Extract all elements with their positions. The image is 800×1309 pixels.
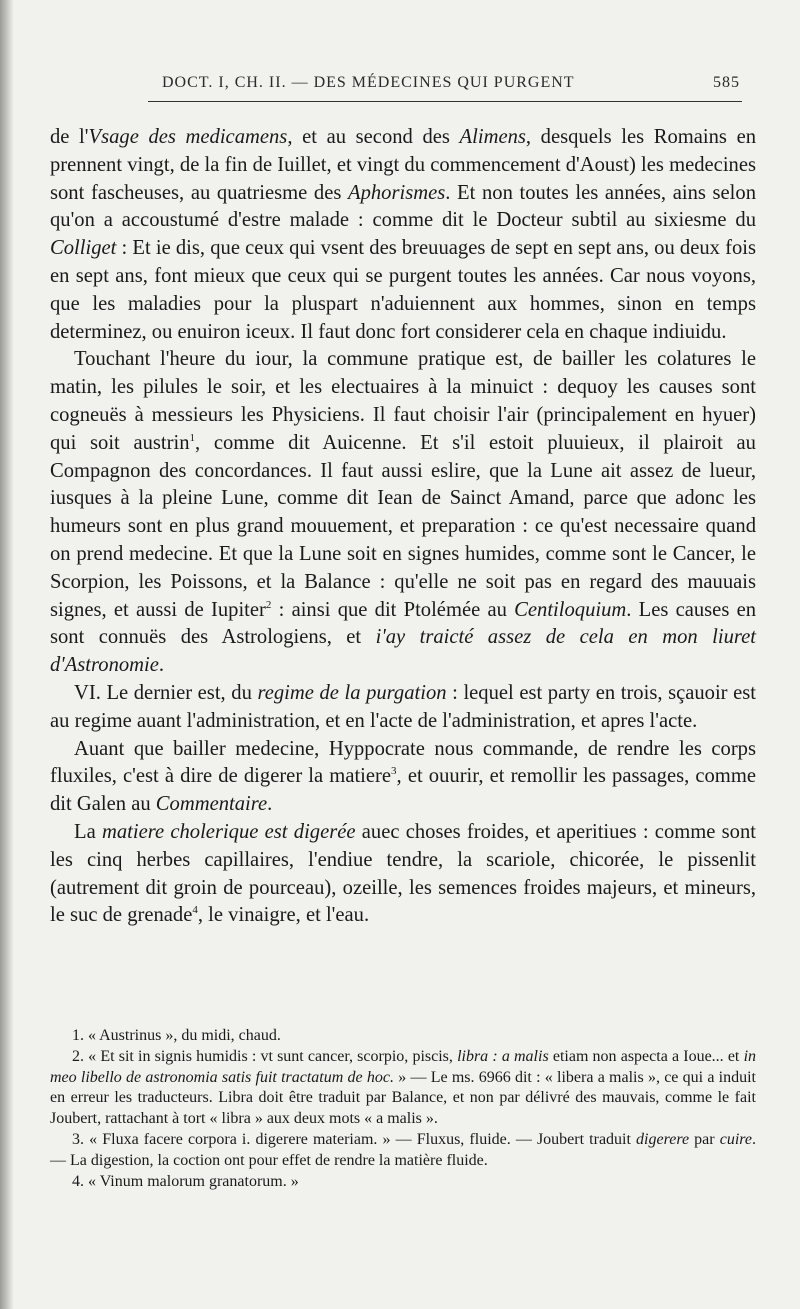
- text-run: » — Le ms. 6966 dit : « libera a malis », ce qui a induit en erreur les traducteurs. Libra doit être traduit par Balance, et non par délivré des mauvais, comme le fait Joubert, rattachant à tort « libra » aux deux mots « a malis ».: [50, 1068, 757, 1128]
- text-run: . Les causes en sont connuës des Astrologiens, et: [50, 598, 757, 649]
- text-run: La: [74, 820, 102, 843]
- italic-text: regime de la purgation: [257, 681, 447, 704]
- footnote-ref: 2: [265, 598, 272, 611]
- italic-text: Commentaire: [155, 793, 268, 816]
- running-title: DOCT. I, CH. II. — DES MÉDECINES QUI PURGENT: [162, 74, 575, 91]
- text-run: , et ouurir, et remollir les passages, comme dit Galen au: [50, 765, 756, 816]
- italic-text: Centiloquium: [514, 598, 627, 621]
- text-run: VI. Le dernier est, du: [74, 681, 258, 704]
- footnote: [50, 1172, 756, 1193]
- text-run: .: [267, 793, 273, 816]
- text-run: , le vinaigre, et l'eau.: [197, 904, 370, 927]
- header-rule: [148, 101, 742, 102]
- text-run: de l': [50, 126, 89, 148]
- text-run: .: [158, 654, 165, 677]
- text-run: Touchant l'heure du iour, la commune pratique est, de bailler les colatures le matin, les pilules le soir, et les electuaires à la minuict : dequoy les causes sont cogneuës à messieurs les Physiciens. Il faut choisir l'air (principalement en hyuer) qui soit austrin: [50, 348, 756, 454]
- italic-text: cuire: [719, 1130, 752, 1148]
- paragraph: [50, 124, 756, 346]
- footnote: [50, 1026, 756, 1047]
- footnote: [50, 1047, 756, 1130]
- footnotes: [50, 1026, 756, 1192]
- page-number: 585: [713, 74, 740, 91]
- text-run: : ainsi que dit Ptolémée au: [271, 598, 515, 621]
- text-run: , et au second des: [287, 126, 460, 148]
- page-gutter-shadow: [0, 0, 14, 1309]
- paragraph: [50, 819, 756, 930]
- main-text: [50, 124, 756, 930]
- italic-text: digerere: [636, 1130, 690, 1148]
- footnote-ref: 4: [192, 904, 198, 917]
- italic-text: Colliget: [50, 237, 117, 260]
- text-run: . — La digestion, la coction ont pour effet de rendre la matière fluide.: [50, 1130, 756, 1169]
- text-run: 4. « Vinum malorum granatorum. »: [72, 1172, 299, 1190]
- footnote-ref: 3: [391, 765, 397, 778]
- text-run: , desquels les Romains en prennent vingt, de la fin de Iuillet, et vingt du commencement d'Aoust) les medecines sont fascheuses, au quatriesme des: [50, 126, 757, 204]
- text-run: . Et non toutes les années, ains selon qu'on a accoustumé d'estre malade : comme dit le Docteur subtil au sixiesme du: [50, 181, 756, 232]
- footnote: [50, 1130, 756, 1172]
- text-run: etiam non aspecta a Ioue... et: [548, 1047, 744, 1065]
- italic-text: Vsage des medicamens: [88, 126, 288, 148]
- text-run: 3. « Fluxa facere corpora i. digerere materiam. » — Fluxus, fluide. — Joubert traduit: [72, 1130, 637, 1148]
- italic-text: i'ay traicté assez de cela en mon liuret d'Astronomie: [50, 626, 756, 677]
- footnote-ref: 1: [189, 431, 195, 444]
- italic-text: in meo libello de astronomia satis fuit tractatum de hoc.: [50, 1047, 757, 1086]
- text-run: auec choses froides, et aperitiues : comme sont les cinq herbes capillaires, l'endiue tendre, la scariole, chicorée, le pissenlit (autrement dit groin de pourceau), ozeille, les semences froides majeurs, et mineurs, le suc de grenade: [50, 820, 756, 927]
- italic-text: libra : a malis: [457, 1047, 549, 1065]
- paragraph: [50, 736, 756, 819]
- text-run: par: [689, 1130, 720, 1148]
- text-run: : Et ie dis, que ceux qui vsent des breuuages de sept en sept ans, ou deux fois en sept ans, font mieux que ceux qui se purgent toutes les années. Car nous voyons, que les maladies pour la pluspart n'aduiennent aux hommes, sinon en temps determinez, ou enuiron iceux. Il faut donc fort considerer cela en chaque indiuidu.: [50, 237, 756, 343]
- text-run: 2. « Et sit in signis humidis : vt sunt cancer, scorpio, piscis,: [72, 1047, 458, 1065]
- italic-text: matiere cholerique est digerée: [101, 820, 356, 843]
- paragraph: [50, 346, 756, 680]
- text-run: : lequel est party en trois, sçauoir est au regime auant l'administration, et en l'acte de l'administration, et apres l'acte.: [50, 681, 756, 732]
- text-run: 1. « Austrinus », du midi, chaud.: [72, 1027, 281, 1044]
- text-run: Auant que bailler medecine, Hyppocrate nous commande, de rendre les corps fluxiles, c'est à dire de digerer la matiere: [50, 737, 756, 788]
- italic-text: Alimens: [459, 126, 526, 148]
- text-run: , comme dit Auicenne. Et s'il estoit pluuieux, il plairoit au Compagnon des concordances. Il faut aussi eslire, que la Lune ait assez de lueur, iusques à la pleine Lune, comme dit Iean de Sainct Amand, parce que adonc les humeurs sont en plus grand mouuement, et preparation : ce qu'est necessaire quand on prend medecine. Et que la Lune soit en signes humides, comme sont le Cancer, le Scorpion, les Poissons, et la Balance : qu'elle ne soit pas en regard des mauuais signes, et aussi de Iupiter: [50, 431, 756, 621]
- italic-text: Aphorismes: [348, 181, 446, 204]
- paragraph: [50, 680, 756, 736]
